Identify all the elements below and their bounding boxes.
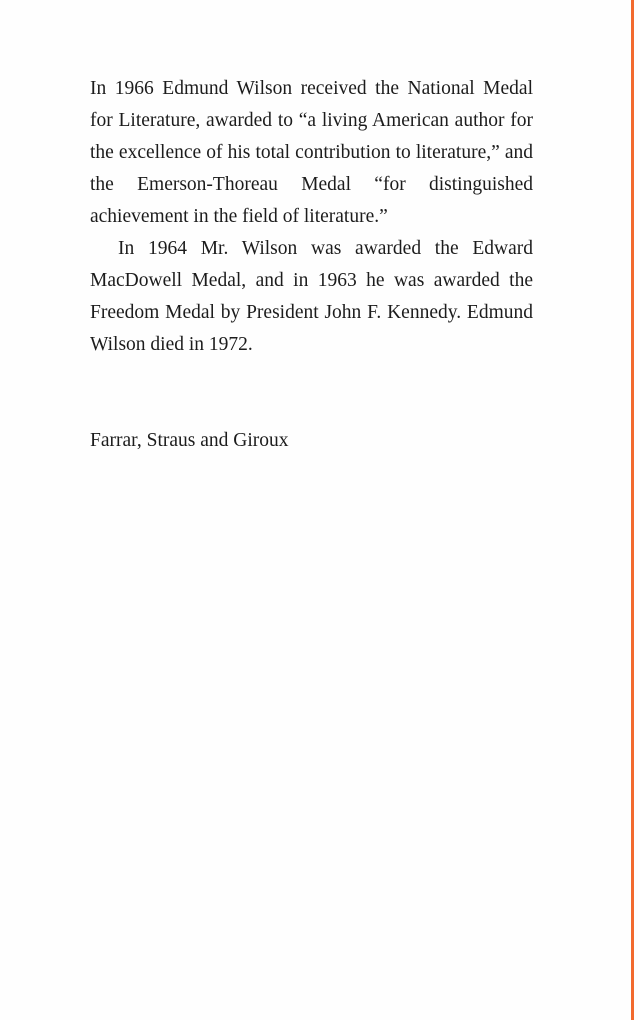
bio-paragraph-1: In 1966 Edmund Wilson received the National Medal for Literature, awarded to “a living American author for the excellence of his total contribution to literature,” and the Emerson-Thoreau Medal “for distinguished achievement in the field of literature.” <box>90 78 533 227</box>
page-edge-accent-line <box>631 0 634 1020</box>
author-bio <box>90 73 533 361</box>
bio-paragraph-2: In 1964 Mr. Wilson was awarded the Edward MacDowell Medal, and in 1963 he was awarded the Freedom Medal by President John F. Kennedy. Edmund Wilson died in 1972. <box>90 238 533 355</box>
publisher-name: Farrar, Straus and Giroux <box>90 430 289 451</box>
